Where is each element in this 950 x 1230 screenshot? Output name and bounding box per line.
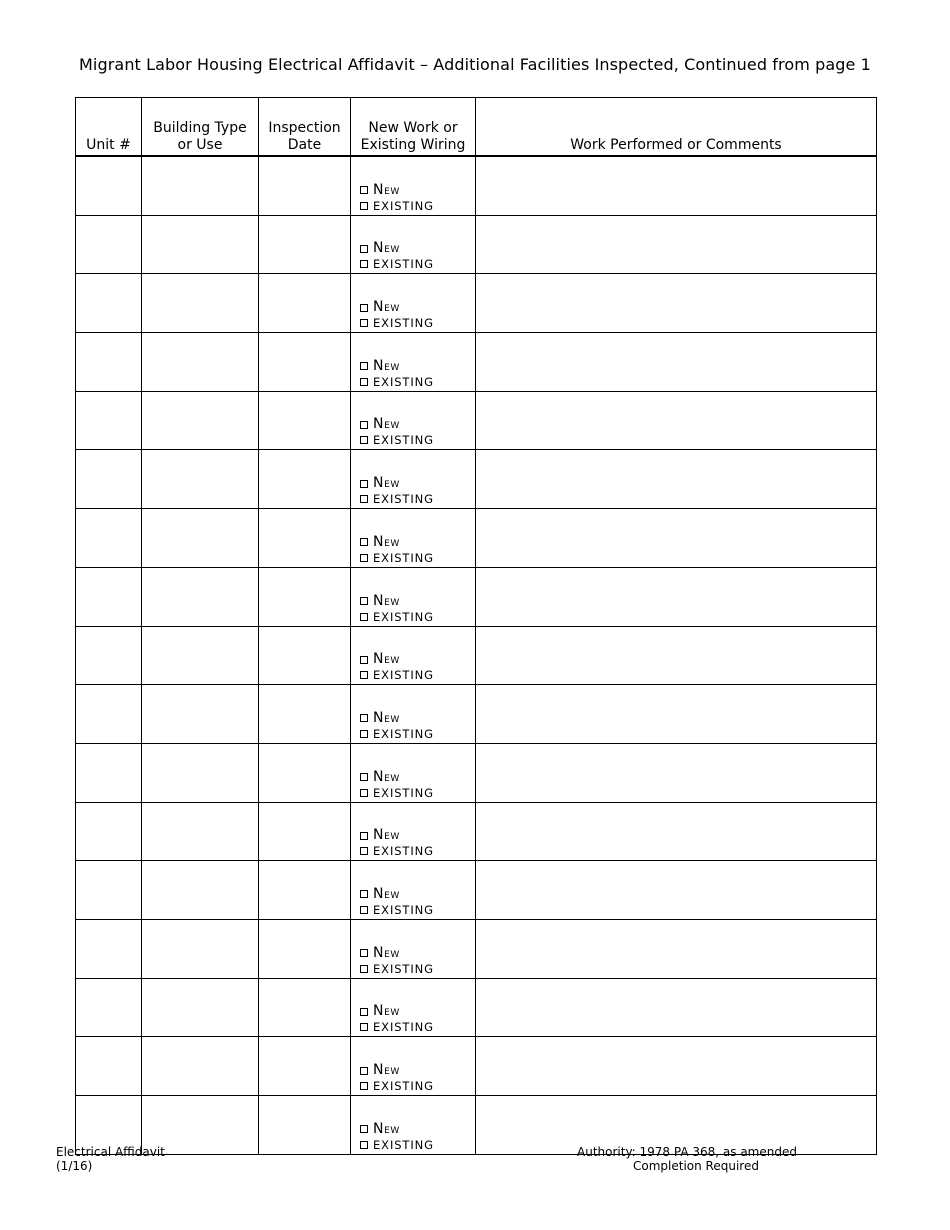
building-type-cell[interactable] [142, 274, 259, 333]
building-type-cell[interactable] [142, 802, 259, 861]
footer-authority: Authority: 1978 PA 368, as amended [577, 1145, 797, 1159]
inspection-date-cell[interactable] [259, 861, 351, 920]
col-header-inspection-date: Inspection Date [259, 98, 351, 157]
new-existing-cell [351, 274, 476, 333]
building-type-cell[interactable] [142, 509, 259, 568]
table-row [76, 978, 877, 1037]
existing-option[interactable] [360, 610, 475, 624]
unit-cell[interactable] [76, 333, 142, 392]
building-type-cell[interactable] [142, 1037, 259, 1096]
new-option[interactable] [360, 945, 475, 962]
new-option[interactable] [360, 769, 475, 786]
building-type-cell[interactable] [142, 685, 259, 744]
existing-checkbox-icon[interactable] [360, 1082, 368, 1090]
unit-cell[interactable] [76, 919, 142, 978]
new-checkbox-icon[interactable] [360, 245, 368, 253]
table-row [76, 802, 877, 861]
building-type-cell[interactable] [142, 391, 259, 450]
existing-option[interactable] [360, 199, 475, 213]
table-row [76, 215, 877, 274]
new-option[interactable] [360, 1003, 475, 1020]
existing-option[interactable] [360, 727, 475, 741]
comments-cell[interactable] [476, 861, 877, 920]
new-existing-cell [351, 333, 476, 392]
table-row [76, 391, 877, 450]
table-header-row [76, 98, 877, 157]
comments-cell[interactable] [476, 215, 877, 274]
new-option[interactable] [360, 240, 475, 257]
new-label: New [373, 181, 400, 198]
comments-cell[interactable] [476, 978, 877, 1037]
new-existing-cell [351, 215, 476, 274]
table-row [76, 450, 877, 509]
comments-cell[interactable] [476, 567, 877, 626]
unit-cell[interactable] [76, 274, 142, 333]
new-existing-cell [351, 978, 476, 1037]
new-existing-cell [351, 156, 476, 215]
new-label: New [373, 1120, 400, 1137]
existing-checkbox-icon[interactable] [360, 436, 368, 444]
col-header-building-type: Building Type or Use [142, 98, 259, 157]
existing-checkbox-icon[interactable] [360, 671, 368, 679]
new-checkbox-icon[interactable] [360, 832, 368, 840]
new-option[interactable] [360, 416, 475, 433]
existing-option[interactable] [360, 844, 475, 858]
existing-label: EXISTING [373, 609, 434, 624]
inspection-date-cell[interactable] [259, 978, 351, 1037]
unit-cell[interactable] [76, 861, 142, 920]
new-existing-cell [351, 626, 476, 685]
comments-cell[interactable] [476, 274, 877, 333]
unit-cell[interactable] [76, 450, 142, 509]
comments-cell[interactable] [476, 156, 877, 215]
table-body [76, 156, 877, 1154]
footer-authority-info [577, 1145, 797, 1173]
table-row [76, 919, 877, 978]
table-row [76, 685, 877, 744]
new-existing-cell [351, 743, 476, 802]
inspection-date-cell[interactable] [259, 626, 351, 685]
new-existing-cell [351, 391, 476, 450]
table-row [76, 156, 877, 215]
existing-label: EXISTING [373, 316, 434, 331]
existing-label: EXISTING [373, 198, 434, 213]
comments-cell[interactable] [476, 1037, 877, 1096]
existing-option[interactable] [360, 375, 475, 389]
new-label: New [373, 709, 400, 726]
existing-label: EXISTING [373, 785, 434, 800]
building-type-cell[interactable] [142, 450, 259, 509]
new-label: New [373, 885, 400, 902]
existing-checkbox-icon[interactable] [360, 847, 368, 855]
unit-cell[interactable] [76, 743, 142, 802]
existing-option[interactable] [360, 433, 475, 447]
new-checkbox-icon[interactable] [360, 538, 368, 546]
inspection-date-cell[interactable] [259, 391, 351, 450]
new-existing-cell [351, 919, 476, 978]
unit-cell[interactable] [76, 802, 142, 861]
col-header-new-or-existing: New Work or Existing Wiring [351, 98, 476, 157]
new-option[interactable] [360, 182, 475, 199]
inspection-date-cell[interactable] [259, 333, 351, 392]
inspection-date-cell[interactable] [259, 743, 351, 802]
new-checkbox-icon[interactable] [360, 421, 368, 429]
new-label: New [373, 827, 400, 844]
unit-cell[interactable] [76, 1037, 142, 1096]
comments-cell[interactable] [476, 391, 877, 450]
existing-label: EXISTING [373, 844, 434, 859]
new-label: New [373, 357, 400, 374]
building-type-cell[interactable] [142, 978, 259, 1037]
new-checkbox-icon[interactable] [360, 597, 368, 605]
existing-option[interactable] [360, 1020, 475, 1034]
table-row [76, 509, 877, 568]
inspection-date-cell[interactable] [259, 509, 351, 568]
existing-checkbox-icon[interactable] [360, 789, 368, 797]
comments-cell[interactable] [476, 919, 877, 978]
comments-cell[interactable] [476, 626, 877, 685]
new-checkbox-icon[interactable] [360, 773, 368, 781]
inspection-date-cell[interactable] [259, 1037, 351, 1096]
footer-completion: Completion Required [633, 1159, 759, 1173]
page-title: Migrant Labor Housing Electrical Affidavit – Additional Facilities Inspected, Continued from page 1 [79, 55, 871, 74]
new-option[interactable] [360, 827, 475, 844]
new-option[interactable] [360, 651, 475, 668]
footer-form-date: (1/16) [56, 1159, 93, 1173]
table-row [76, 333, 877, 392]
comments-cell[interactable] [476, 450, 877, 509]
existing-checkbox-icon[interactable] [360, 965, 368, 973]
comments-cell[interactable] [476, 685, 877, 744]
building-type-cell[interactable] [142, 333, 259, 392]
unit-cell[interactable] [76, 567, 142, 626]
new-label: New [373, 1003, 400, 1020]
existing-option[interactable] [360, 257, 475, 271]
existing-label: EXISTING [373, 374, 434, 389]
new-label: New [373, 475, 400, 492]
new-checkbox-icon[interactable] [360, 1067, 368, 1075]
new-checkbox-icon[interactable] [360, 656, 368, 664]
unit-cell[interactable] [76, 156, 142, 215]
existing-label: EXISTING [373, 433, 434, 448]
existing-checkbox-icon[interactable] [360, 1141, 368, 1149]
inspection-date-cell[interactable] [259, 450, 351, 509]
new-existing-cell [351, 685, 476, 744]
existing-label: EXISTING [373, 492, 434, 507]
existing-checkbox-icon[interactable] [360, 202, 368, 210]
existing-label: EXISTING [373, 668, 434, 683]
existing-label: EXISTING [373, 1079, 434, 1093]
new-checkbox-icon[interactable] [360, 714, 368, 722]
table-row [76, 567, 877, 626]
existing-option[interactable] [360, 316, 475, 330]
comments-cell[interactable] [476, 333, 877, 392]
unit-cell[interactable] [76, 978, 142, 1037]
table-row [76, 274, 877, 333]
existing-option[interactable] [360, 1079, 475, 1093]
new-label: New [373, 240, 400, 257]
col-header-unit: Unit # [76, 98, 142, 157]
table-row [76, 626, 877, 685]
new-label: New [373, 416, 400, 433]
table-row [76, 861, 877, 920]
new-option[interactable] [360, 886, 475, 903]
existing-option[interactable] [360, 1138, 475, 1152]
existing-checkbox-icon[interactable] [360, 730, 368, 738]
new-label: New [373, 944, 400, 961]
existing-option[interactable] [360, 668, 475, 682]
unit-cell[interactable] [76, 509, 142, 568]
new-checkbox-icon[interactable] [360, 1008, 368, 1016]
unit-cell[interactable] [76, 626, 142, 685]
table-row [76, 1037, 877, 1096]
new-checkbox-icon[interactable] [360, 1125, 368, 1133]
existing-checkbox-icon[interactable] [360, 319, 368, 327]
building-type-cell[interactable] [142, 743, 259, 802]
new-label: New [373, 592, 400, 609]
inspection-date-cell[interactable] [259, 919, 351, 978]
new-existing-cell [351, 567, 476, 626]
new-label: New [373, 299, 400, 316]
existing-label: EXISTING [373, 550, 434, 565]
comments-cell[interactable] [476, 802, 877, 861]
existing-checkbox-icon[interactable] [360, 495, 368, 503]
existing-option[interactable] [360, 492, 475, 506]
new-existing-cell [351, 450, 476, 509]
existing-label: EXISTING [373, 726, 434, 741]
inspection-date-cell[interactable] [259, 156, 351, 215]
building-type-cell[interactable] [142, 626, 259, 685]
existing-label: EXISTING [373, 902, 434, 917]
new-option[interactable] [360, 534, 475, 551]
new-label: New [373, 1062, 400, 1078]
comments-cell[interactable] [476, 509, 877, 568]
inspection-date-cell[interactable] [259, 215, 351, 274]
existing-checkbox-icon[interactable] [360, 906, 368, 914]
existing-label: EXISTING [373, 961, 434, 976]
new-existing-cell [351, 1096, 476, 1155]
new-label: New [373, 533, 400, 550]
table-row [76, 743, 877, 802]
new-label: New [373, 768, 400, 785]
new-option[interactable] [360, 299, 475, 316]
building-type-cell[interactable] [142, 919, 259, 978]
new-option[interactable] [360, 358, 475, 375]
new-existing-cell [351, 1037, 476, 1096]
new-checkbox-icon[interactable] [360, 949, 368, 957]
footer-form-info [56, 1145, 165, 1173]
existing-checkbox-icon[interactable] [360, 260, 368, 268]
existing-checkbox-icon[interactable] [360, 378, 368, 386]
existing-checkbox-icon[interactable] [360, 554, 368, 562]
inspection-date-cell[interactable] [259, 567, 351, 626]
existing-label: EXISTING [373, 1020, 434, 1035]
new-checkbox-icon[interactable] [360, 362, 368, 370]
existing-label: EXISTING [373, 1137, 434, 1152]
existing-option[interactable] [360, 903, 475, 917]
inspection-date-cell[interactable] [259, 1096, 351, 1155]
footer-form-name: Electrical Affidavit [56, 1145, 165, 1159]
col-header-comments: Work Performed or Comments [476, 98, 877, 157]
comments-cell[interactable] [476, 743, 877, 802]
building-type-cell[interactable] [142, 215, 259, 274]
new-existing-cell [351, 802, 476, 861]
new-option[interactable] [360, 1062, 475, 1079]
new-option[interactable] [360, 1121, 475, 1138]
new-checkbox-icon[interactable] [360, 480, 368, 488]
inspection-date-cell[interactable] [259, 685, 351, 744]
new-checkbox-icon[interactable] [360, 304, 368, 312]
new-option[interactable] [360, 710, 475, 727]
new-existing-cell [351, 861, 476, 920]
unit-cell[interactable] [76, 391, 142, 450]
new-checkbox-icon[interactable] [360, 890, 368, 898]
new-checkbox-icon[interactable] [360, 186, 368, 194]
building-type-cell[interactable] [142, 861, 259, 920]
new-option[interactable] [360, 593, 475, 610]
new-existing-cell [351, 509, 476, 568]
existing-option[interactable] [360, 786, 475, 800]
existing-option[interactable] [360, 551, 475, 565]
existing-checkbox-icon[interactable] [360, 1023, 368, 1031]
new-option[interactable] [360, 475, 475, 492]
inspection-date-cell[interactable] [259, 802, 351, 861]
building-type-cell[interactable] [142, 567, 259, 626]
new-label: New [373, 651, 400, 668]
inspection-date-cell[interactable] [259, 274, 351, 333]
building-type-cell[interactable] [142, 156, 259, 215]
unit-cell[interactable] [76, 215, 142, 274]
facilities-table [75, 97, 877, 1155]
unit-cell[interactable] [76, 685, 142, 744]
existing-label: EXISTING [373, 257, 434, 272]
existing-option[interactable] [360, 962, 475, 976]
existing-checkbox-icon[interactable] [360, 613, 368, 621]
